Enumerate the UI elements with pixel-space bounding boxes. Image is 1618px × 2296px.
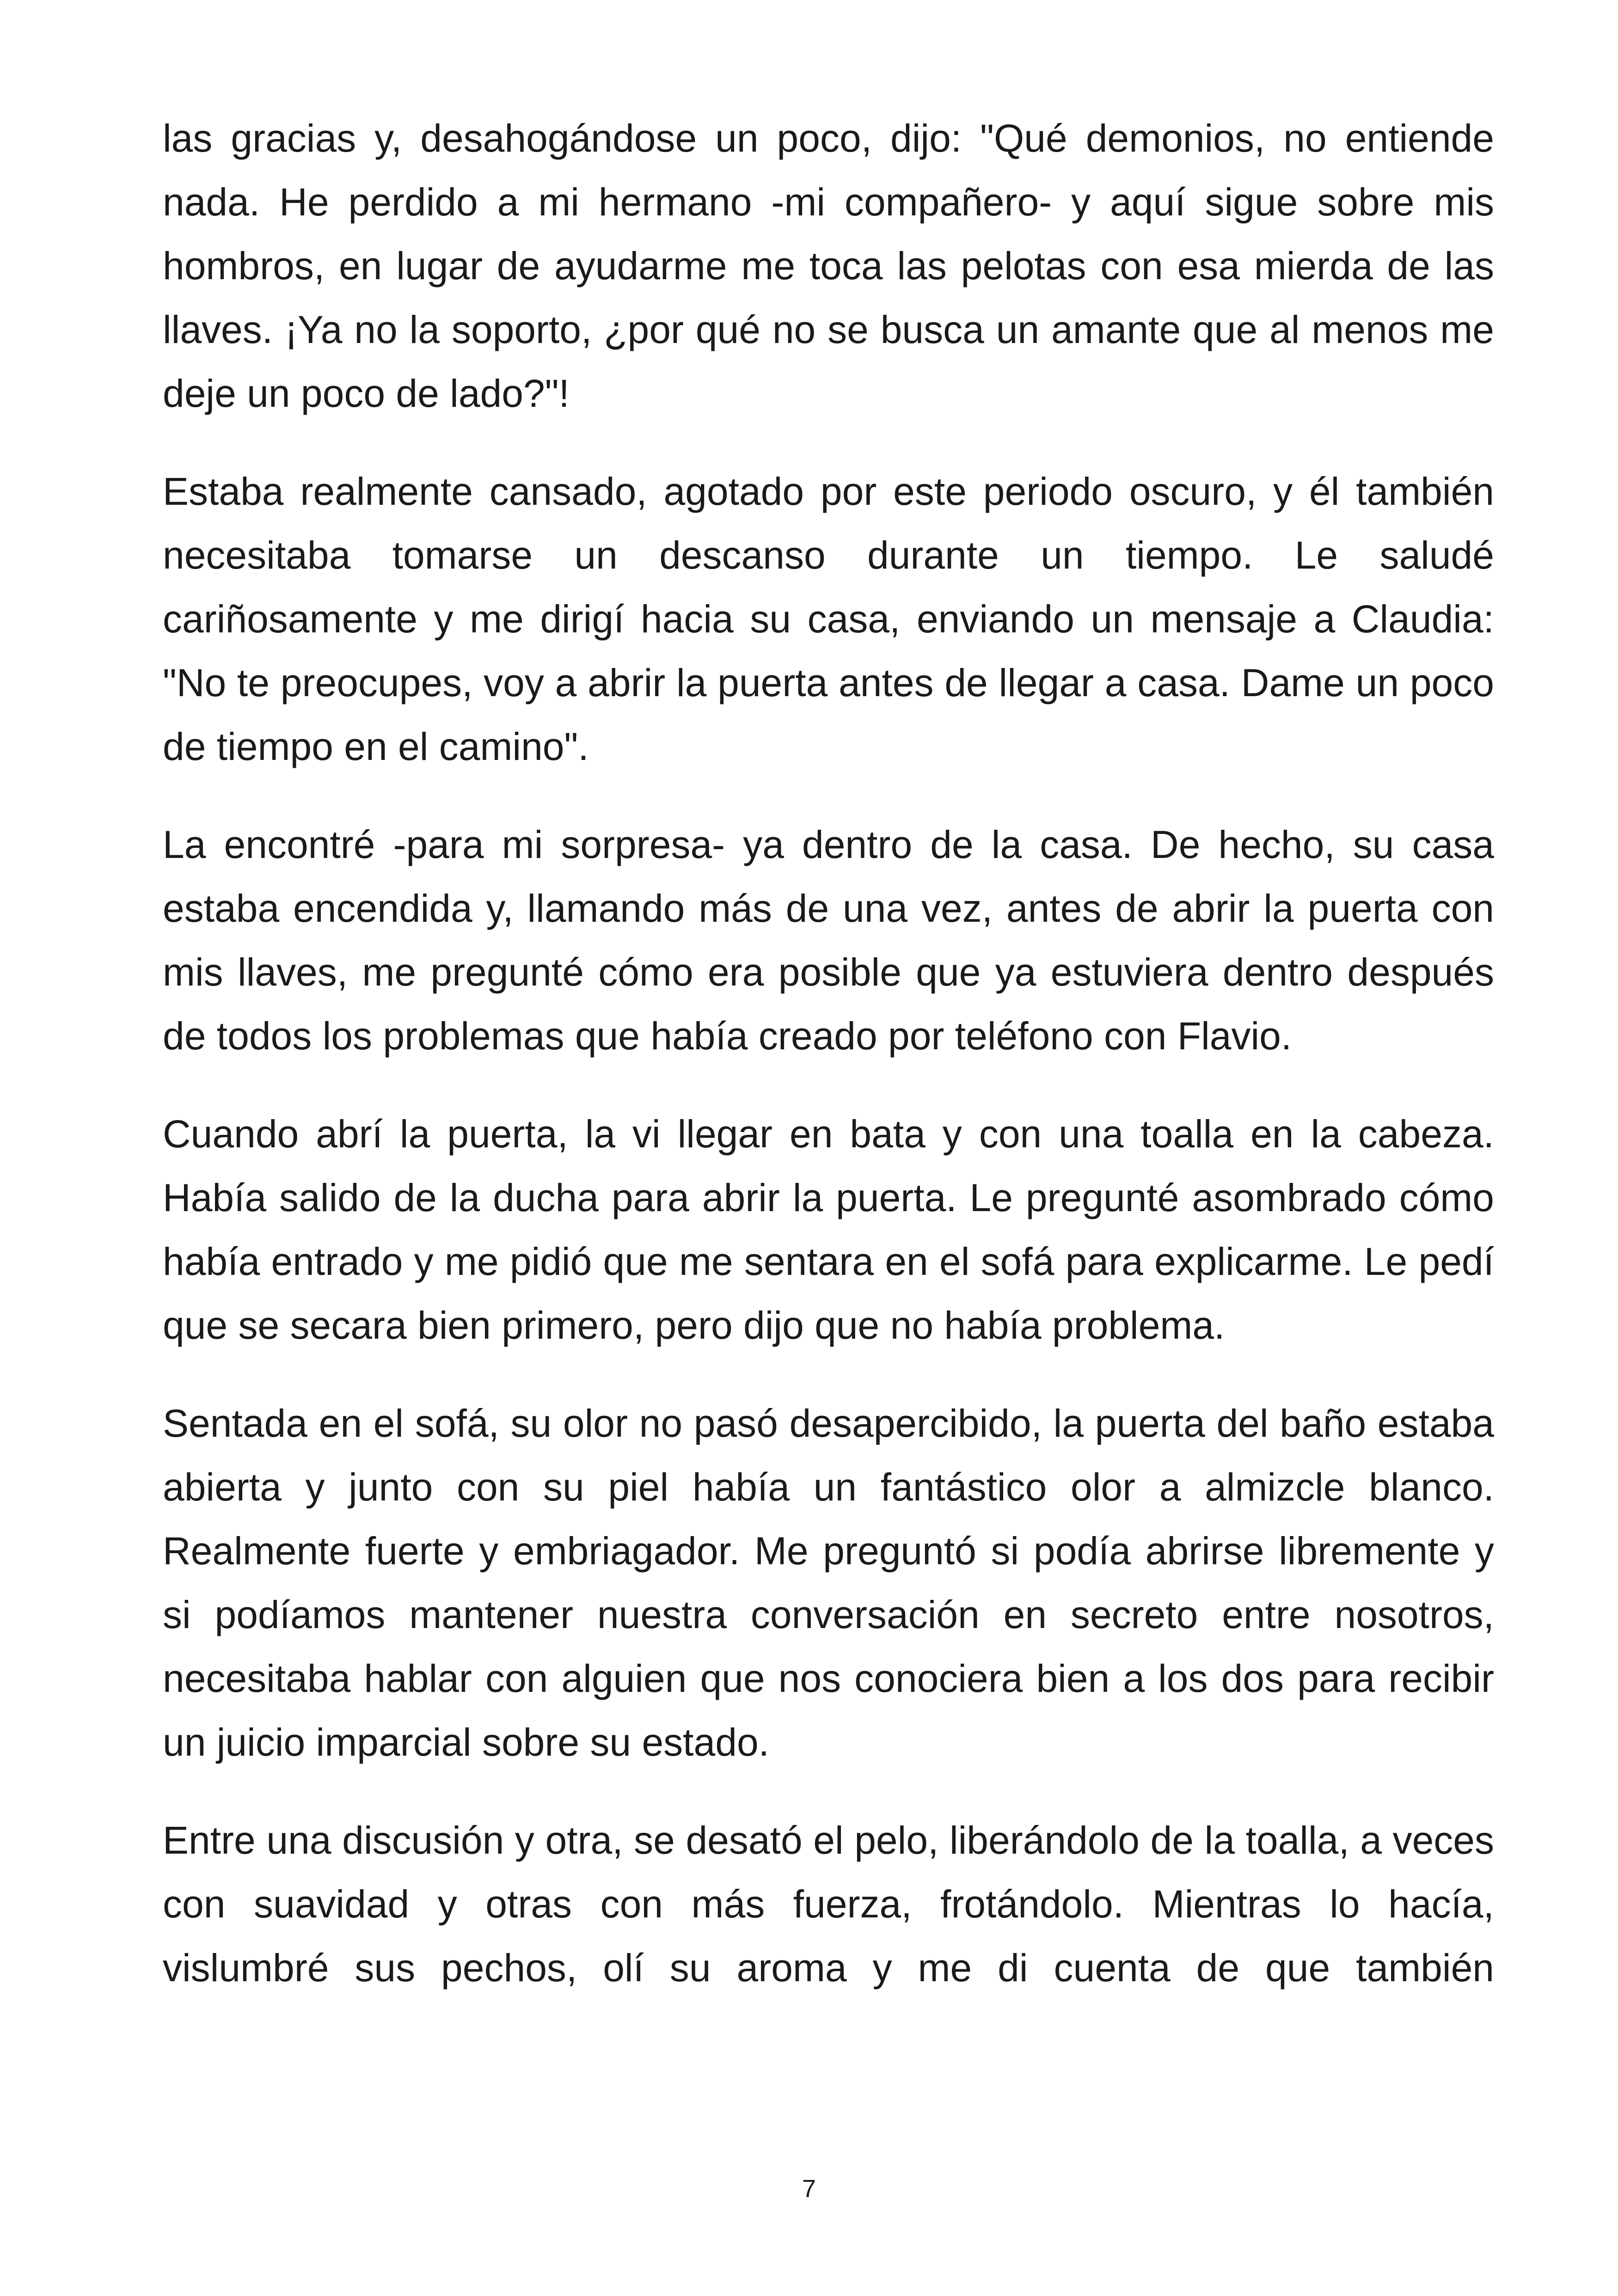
- paragraph: las gracias y, desahogándose un poco, dijo: "Qué demonios, no entiende nada. He perdido a mi hermano -mi compañero- y aquí sigue sobre mis hombros, en lugar de ayudarme me toca las pelotas con esa mierda de las llaves. ¡Ya no la soporto, ¿por qué no se busca un amante que al menos me deje un poco de lado?"!: [163, 116, 1494, 415]
- page-number: 7: [802, 2175, 816, 2203]
- paragraph: Sentada en el sofá, su olor no pasó desapercibido, la puerta del baño estaba abierta y junto con su piel había un fantástico olor a almizcle blanco. Realmente fuerte y embriagador. Me preguntó si podía abrirse libremente y si podíamos mantener nuestra conversación en secreto entre nosotros, necesitaba hablar con alguien que nos conociera bien a los dos para recibir un juicio imparcial sobre su estado.: [163, 1402, 1494, 1764]
- paragraph: Cuando abrí la puerta, la vi llegar en bata y con una toalla en la cabeza. Había salido de la ducha para abrir la puerta. Le pregunté asombrado cómo había entrado y me pidió que me sentara en el sofá para explicarme. Le pedí que se secara bien primero, pero dijo que no había problema.: [163, 1112, 1494, 1347]
- paragraph: La encontré -para mi sorpresa- ya dentro de la casa. De hecho, su casa estaba encendida y, llamando más de una vez, antes de abrir la puerta con mis llaves, me pregunté cómo era posible que ya estuviera dentro después de todos los problemas que había creado por teléfono con Flavio.: [163, 823, 1494, 1058]
- paragraph: Estaba realmente cansado, agotado por este periodo oscuro, y él también necesitaba tomarse un descanso durante un tiempo. Le saludé cariñosamente y me dirigí hacia su casa, enviando un mensaje a Claudia: "No te preocupes, voy a abrir la puerta antes de llegar a casa. Dame un poco de tiempo en el camino".: [163, 470, 1494, 768]
- paragraph: Entre una discusión y otra, se desató el pelo, liberándolo de la toalla, a veces con suavidad y otras con más fuerza, frotándolo. Mientras lo hacía, vislumbré sus pechos, olí su aroma y me di cuenta de que también: [163, 1818, 1494, 1990]
- body-text: [163, 106, 1494, 2000]
